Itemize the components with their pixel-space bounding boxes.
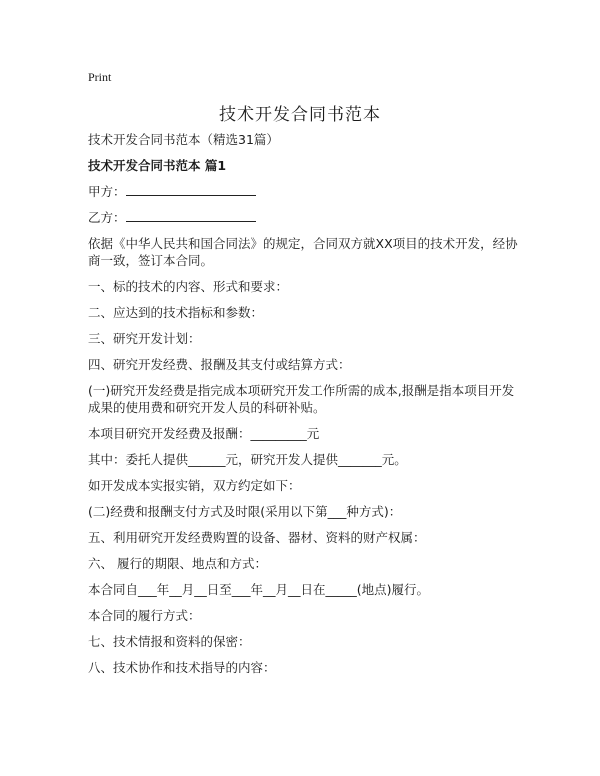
term-line: 本合同自___年__月__日至___年__月__日在_____(地点)履行。 (88, 582, 430, 597)
clause-3: 三、研究开发计划： (88, 331, 201, 346)
document-body (88, 131, 518, 685)
fee-total-line: 本项目研究开发经费及报酬：_________元 (88, 426, 320, 441)
performance-method-line: 本合同的履行方式： (88, 608, 201, 623)
print-label: Print (88, 70, 112, 84)
party-a-blank (126, 183, 256, 196)
reimbursement-line: 如开发成本实报实销，双方约定如下： (88, 478, 301, 493)
clause-4-1: (一)研究开发经费是指完成本项研究开发工作所需的成本,报酬是指本项目开发成果的使用费和研究开发人员的科研补贴。 (88, 383, 515, 415)
clause-6: 六、 履行的期限、地点和方式： (88, 556, 267, 571)
clause-5: 五、利用研究开发经费购置的设备、器材、资料的财产权属： (88, 530, 426, 545)
fee-split-line: 其中：委托人提供______元，研究开发人提供_______元。 (88, 452, 407, 467)
clause-2: 二、应达到的技术指标和参数： (88, 305, 264, 320)
paragraph-intro: 依据《中华人民共和国合同法》的规定，合同双方就XX项目的技术开发，经协商一致，签订本合同。 (88, 236, 518, 268)
party-a-label: 甲方： (88, 184, 126, 199)
party-a-line (88, 183, 518, 200)
clause-7: 七、技术情报和资料的保密： (88, 634, 251, 649)
party-b-blank (126, 209, 256, 222)
document-subtitle: 技术开发合同书范本（精选31篇） (88, 132, 279, 147)
clause-8: 八、技术协作和技术指导的内容： (88, 660, 276, 675)
section-heading: 技术开发合同书范本 篇1 (88, 158, 227, 173)
clause-4: 四、研究开发经费、报酬及其支付或结算方式： (88, 357, 351, 372)
party-b-label: 乙方： (88, 210, 126, 225)
clause-1: 一、标的技术的内容、形式和要求： (88, 279, 289, 294)
party-b-line (88, 209, 518, 226)
document-title: 技术开发合同书范本 (219, 105, 381, 125)
clause-4-2: (二)经费和报酬支付方式及时限(采用以下第___种方式)： (88, 504, 402, 519)
